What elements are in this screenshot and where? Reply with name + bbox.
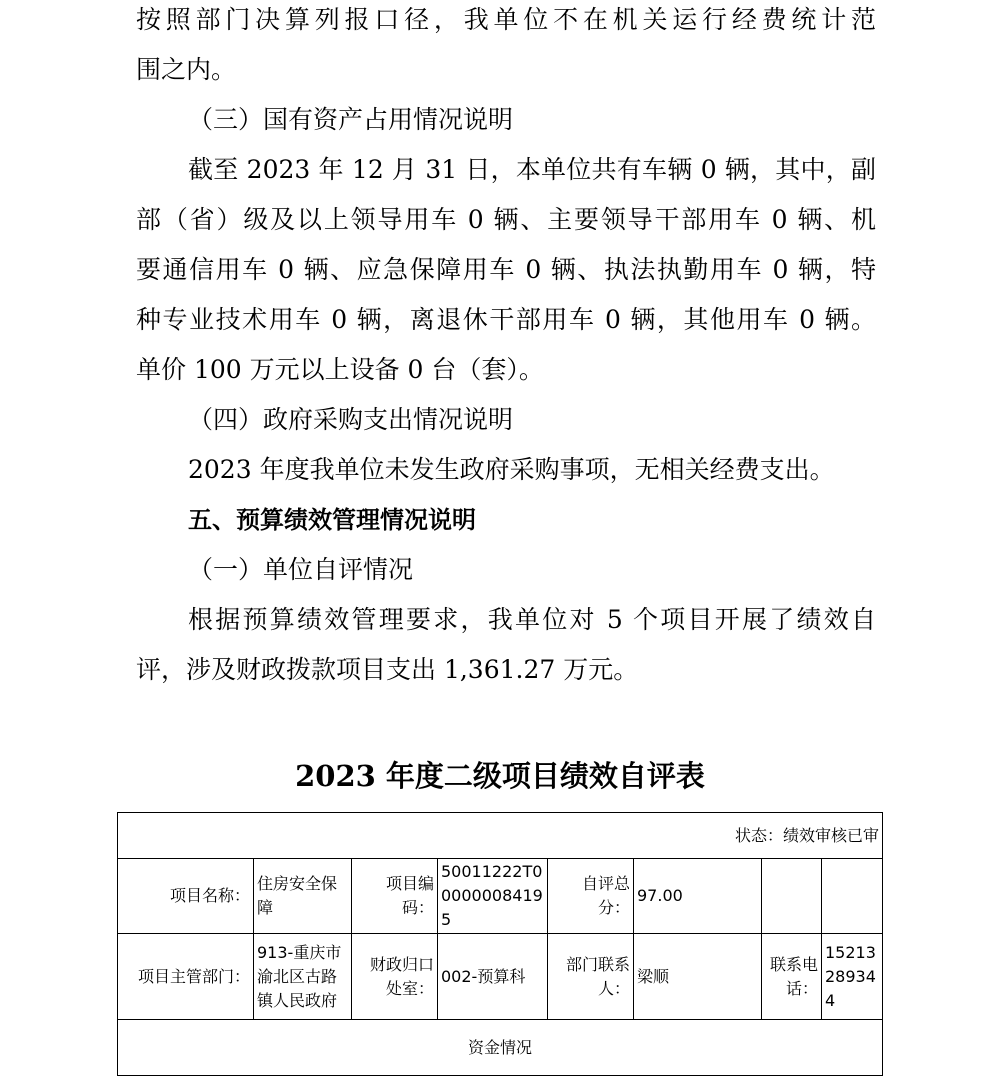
self-score-value: 97.00: [634, 859, 762, 934]
paragraph-line: 评，涉及财政拨款项目支出 1,361.27 万元。: [136, 655, 639, 684]
table-row: [118, 859, 883, 934]
paragraph-line: 围之内。: [136, 55, 237, 84]
section-heading-self-eval: （一）单位自评情况: [188, 555, 414, 584]
section-heading-procurement: （四）政府采购支出情况说明: [188, 405, 514, 434]
project-name-label: 项目名称：: [118, 859, 254, 934]
funds-header-row: [118, 1020, 883, 1076]
phone-label: 联系电话：: [762, 934, 822, 1020]
project-code-value: 50011222T000000084195: [438, 859, 548, 934]
table-row: [118, 934, 883, 1020]
table-title: 2023 年度二级项目绩效自评表: [295, 759, 705, 793]
project-name-value: 住房安全保障: [254, 859, 352, 934]
self-score-label: 自评总分：: [548, 859, 634, 934]
paragraph-line: 种专业技术用车 0 辆，离退休干部用车 0 辆，其他用车 0 辆。: [136, 305, 876, 334]
phone-value: 15213289344: [822, 934, 883, 1020]
paragraph-line: 根据预算绩效管理要求，我单位对 5 个项目开展了绩效自: [188, 605, 876, 634]
section-heading-assets: （三）国有资产占用情况说明: [188, 105, 514, 134]
paragraph-line: 单价 100 万元以上设备 0 台（套）。: [136, 355, 544, 384]
finance-office-value: 002-预算科: [438, 934, 548, 1020]
empty-cell: [822, 859, 883, 934]
contact-value: 梁顺: [634, 934, 762, 1020]
self-evaluation-table: [117, 812, 883, 1076]
paragraph-line: 2023 年度我单位未发生政府采购事项，无相关经费支出。: [188, 455, 835, 484]
section-heading-performance: 五、预算绩效管理情况说明: [188, 506, 476, 534]
project-code-label: 项目编码：: [352, 859, 438, 934]
status-cell: 状态：绩效审核已审: [118, 813, 883, 859]
paragraph-line: 截至 2023 年 12 月 31 日，本单位共有车辆 0 辆，其中，副: [188, 155, 876, 184]
paragraph-line: 按照部门决算列报口径，我单位不在机关运行经费统计范: [136, 5, 876, 34]
contact-label: 部门联系人：: [548, 934, 634, 1020]
status-row: [118, 813, 883, 859]
empty-cell: [762, 859, 822, 934]
finance-office-label: 财政归口处室：: [352, 934, 438, 1020]
paragraph-line: 要通信用车 0 辆、应急保障用车 0 辆、执法执勤用车 0 辆，特: [136, 255, 876, 284]
paragraph-line: 部（省）级及以上领导用车 0 辆、主要领导干部用车 0 辆、机: [136, 205, 876, 234]
dept-label: 项目主管部门：: [118, 934, 254, 1020]
dept-value: 913-重庆市渝北区古路镇人民政府: [254, 934, 352, 1020]
funds-header: 资金情况: [118, 1020, 883, 1076]
